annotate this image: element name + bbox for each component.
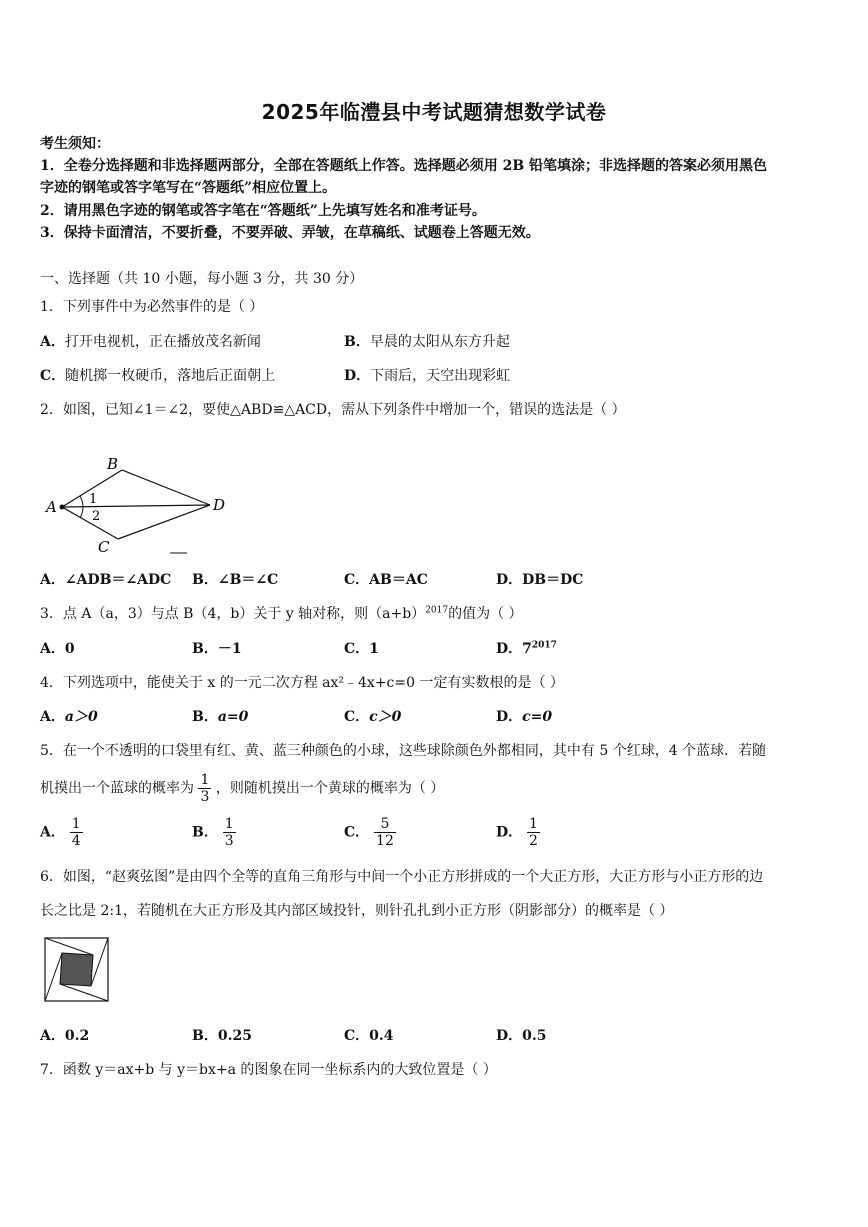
label-c: C (98, 538, 110, 556)
notice-heading: 考生须知： (40, 136, 110, 152)
question-4-stem: 4．下列选项中，能使关于 x 的一元二次方程 ax²﹣4x+c=0 一定有实数根的是（ ） (40, 675, 564, 691)
notice-item-2: 2．请用黑色字迹的钢笔或答字笔在“答题纸”上先填写姓名和准考证号。 (40, 203, 486, 219)
question-3-stem: 3．点 A（a，3）与点 B（4，b）关于 y 轴对称，则$(a+b)^{2017}$的值为（ ） (40, 605, 523, 622)
fraction-one-third: $\frac{1}{3}$ (200, 772, 210, 805)
label-angle-1: 1 (89, 492, 98, 507)
q4-option-a: A．a＞0 (40, 709, 98, 725)
q2-kite-figure (40, 452, 240, 557)
segment-ad (62, 505, 210, 507)
notice-item-3: 3．保持卡面清洁，不要折叠，不要弄破、弄皱，在草稿纸、试题卷上答题无效。 (40, 225, 540, 241)
q5-option-c: C． $\frac{5}{12}$ (344, 816, 394, 849)
q1-option-b: B．早晨的太阳从东方升起 (344, 334, 510, 350)
label-a: A (46, 498, 57, 516)
q3-option-d: D．$7^{2017}$ (496, 640, 557, 657)
triangle-edge-3 (60, 984, 108, 1001)
point-a (60, 505, 65, 510)
triangle-edge-1 (45, 938, 93, 955)
q5-option-b: B． $\frac{1}{3}$ (192, 816, 234, 849)
q1-option-d: D．下雨后，天空出现彩虹 (344, 368, 511, 384)
segment-cd (118, 505, 210, 539)
page-title: 2025年临澧县中考试题猜想数学试卷 (261, 100, 607, 124)
q2-option-b: B．∠B＝∠C (192, 572, 279, 588)
notice-item-1-line-1: 1．全卷分选择题和非选择题两部分，全部在答题纸上作答。选择题必须用 2B 铅笔填涂；非选择题的答案必须用黑色 (40, 158, 768, 174)
section-heading: 一、选择题（共 10 小题，每小题 3 分，共 30 分） (40, 271, 364, 287)
q6-option-a: A．0.2 (40, 1028, 90, 1044)
label-d: D (213, 496, 226, 514)
shaded-small-square (60, 953, 93, 986)
question-2-stem: 2．如图，已知∠1＝∠2，要使△ABD≌△ACD，需从下列条件中增加一个，错误的选法是（ ） (40, 402, 626, 418)
q2-option-a: A．∠ADB＝∠ADC (40, 572, 172, 588)
q2-option-c: C．AB＝AC (344, 572, 428, 588)
q6-option-c: C．0.4 (344, 1028, 394, 1044)
q1-option-c: C．随机掷一枚硬币，落地后正面朝上 (40, 368, 276, 384)
q4-option-d: D．c=0 (496, 709, 553, 725)
q5-option-a: A． $\frac{1}{4}$ (40, 816, 81, 849)
q4-option-c: C．c＞0 (344, 709, 402, 725)
segment-bd (122, 470, 210, 505)
q3-option-a: A．0 (40, 641, 75, 657)
q2-option-d: D．DB＝DC (496, 572, 584, 588)
q1-option-a: A．打开电视机，正在播放茂名新闻 (40, 334, 261, 350)
question-6-stem-line-1: 6．如图，“赵爽弦图”是由四个全等的直角三角形与中间一个小正方形拼成的一个大正方形，大正方形与小正方形的边 (40, 869, 764, 885)
question-1-stem: 1．下列事件中为必然事件的是（ ） (40, 299, 264, 315)
question-5-stem-line-1: 5．在一个不透明的口袋里有红、黄、蓝三种颜色的小球，这些球除颜色外都相同，其中有 5 个红球，4 个蓝球．若随 (40, 743, 767, 759)
triangle-edge-4 (45, 953, 62, 1001)
q6-option-b: B．0.25 (192, 1028, 252, 1044)
notice-item-1-line-2: 字迹的钢笔或答字笔写在“答题纸”相应位置上。 (40, 180, 337, 196)
label-b: B (107, 455, 119, 473)
q3-option-b: B．－1 (192, 641, 242, 657)
q5-option-d: D． $\frac{1}{2}$ (496, 816, 538, 849)
segment-ac (62, 507, 118, 539)
question-5-stem-line-2: 机摸出一个蓝球的概率为 $\frac{1}{3}$ ，则随机摸出一个黄球的概率为（ ） (40, 772, 445, 805)
q6-option-d: D．0.5 (496, 1028, 547, 1044)
question-7-stem: 7．函数 y＝ax+b 与 y＝bx+a 的图象在同一坐标系内的大致位置是（ ） (40, 1062, 497, 1078)
label-angle-2: 2 (92, 509, 101, 524)
zhao-shuang-square-figure (44, 937, 110, 1003)
q4-option-b: B．a=0 (192, 709, 249, 725)
question-6-stem-line-2: 长之比是 2:1，若随机在大正方形及其内部区域投针，则针孔扎到小正方形（阴影部分）的概率是（ ） (40, 903, 674, 919)
q3-option-c: C．1 (344, 641, 379, 657)
triangle-edge-2 (91, 938, 108, 986)
